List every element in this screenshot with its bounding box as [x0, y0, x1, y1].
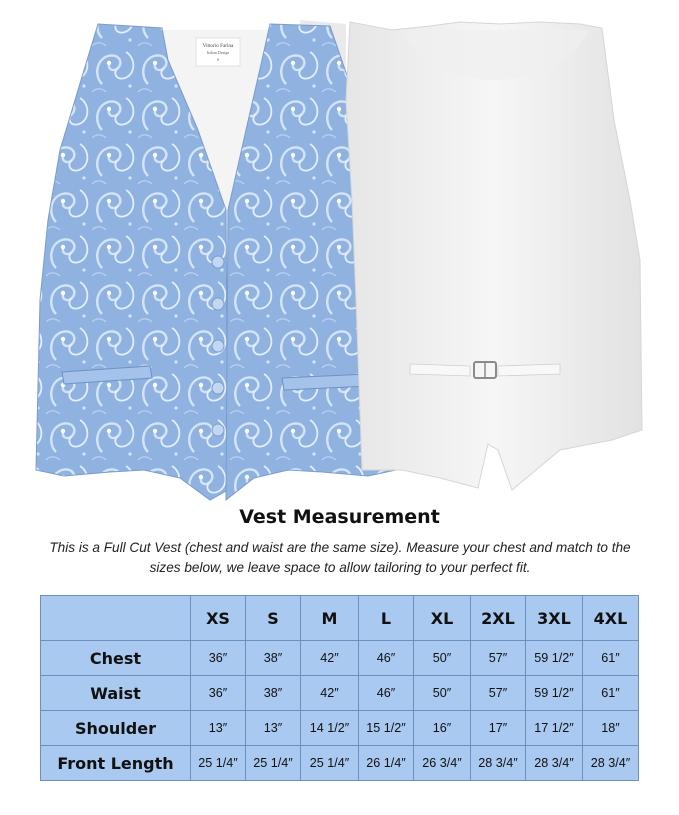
vest-description: This is a Full Cut Vest (chest and waist are the same size). Measure your chest and match to the sizes below, we leave space to allow tailoring to your perfect fit. [49, 540, 631, 575]
size-header: XL [414, 596, 471, 641]
table-row [41, 641, 639, 676]
row-label-chest: Chest [41, 641, 191, 676]
table-cell: 57″ [471, 676, 526, 711]
table-cell: 59 1/2″ [526, 676, 583, 711]
tag-brand: Vittorio Farina [202, 43, 234, 49]
table-cell: 17 1/2″ [526, 711, 583, 746]
table-cell: 50″ [414, 641, 471, 676]
table-cell: 16″ [414, 711, 471, 746]
vest-button [212, 298, 224, 310]
table-cell: 17″ [471, 711, 526, 746]
row-label-front-length: Front Length [41, 746, 191, 781]
size-header: XS [191, 596, 246, 641]
table-cell: 25 1/4″ [246, 746, 301, 781]
table-cell: 18″ [583, 711, 639, 746]
table-cell: 26 1/4″ [359, 746, 414, 781]
table-cell: 46″ [359, 676, 414, 711]
table-cell: 28 3/4″ [471, 746, 526, 781]
vest-back-panel [346, 22, 642, 490]
table-cell: 50″ [414, 676, 471, 711]
table-cell: 36″ [191, 641, 246, 676]
vest-button [212, 424, 224, 436]
table-cell: 46″ [359, 641, 414, 676]
table-cell: 13″ [246, 711, 301, 746]
size-header: 4XL [583, 596, 639, 641]
table-cell: 25 1/4″ [191, 746, 246, 781]
table-row [41, 746, 639, 781]
table-cell: 28 3/4″ [526, 746, 583, 781]
table-cell: 42″ [301, 641, 359, 676]
vest-button [212, 382, 224, 394]
table-cell: 38″ [246, 676, 301, 711]
vest-front [36, 20, 396, 500]
size-header: L [359, 596, 414, 641]
table-cell: 36″ [191, 676, 246, 711]
table-cell: 25 1/4″ [301, 746, 359, 781]
table-cell: 15 1/2″ [359, 711, 414, 746]
page-heading: Vest Measurement [239, 506, 440, 528]
table-cell: 61″ [583, 676, 639, 711]
row-label-shoulder: Shoulder [41, 711, 191, 746]
size-header-row [41, 596, 639, 641]
table-corner [41, 596, 191, 641]
tag-size: S [216, 57, 220, 62]
table-cell: 61″ [583, 641, 639, 676]
table-cell: 14 1/2″ [301, 711, 359, 746]
size-header: 3XL [526, 596, 583, 641]
size-header: 2XL [471, 596, 526, 641]
table-cell: 38″ [246, 641, 301, 676]
row-label-waist: Waist [41, 676, 191, 711]
table-cell: 57″ [471, 641, 526, 676]
vest-button [212, 256, 224, 268]
size-header: M [301, 596, 359, 641]
table-row [41, 676, 639, 711]
tag-subtitle: Italian Design [206, 50, 230, 55]
table-cell: 42″ [301, 676, 359, 711]
size-header: S [246, 596, 301, 641]
vest-back [346, 22, 642, 490]
table-cell: 13″ [191, 711, 246, 746]
table-row [41, 711, 639, 746]
table-cell: 59 1/2″ [526, 641, 583, 676]
vest-button [212, 340, 224, 352]
table-cell: 28 3/4″ [583, 746, 639, 781]
table-cell: 26 3/4″ [414, 746, 471, 781]
size-chart-table [40, 595, 639, 781]
